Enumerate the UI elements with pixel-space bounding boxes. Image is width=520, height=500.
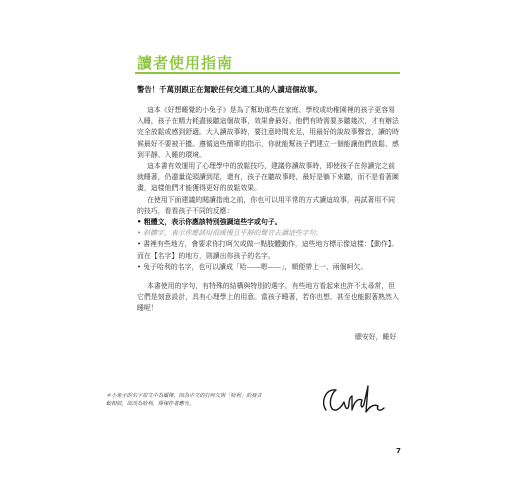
bullet-italic: • 斜體字，表示你應該用很緩慢且平靜的聲音去讀這些字句。 [137, 229, 323, 238]
paragraph-1: 這本《好想睡覺的小兔子》是為了幫助那些在家庭、學校或幼稚園裡的孩子更容易入睡，孩子在精力耗盡後聽這個故事，效果會最好。他們有時需要多聽幾次，才有辦法完全放鬆或感到舒適。大人讀故事時，要注意時間充足，用最好的說故事聲音，讀的時候最好不要被干擾。遵循這些簡單的指示，你就能幫孩子們建立一個能讓他們放鬆、感到平靜、入睡的環境。 [137, 106, 399, 159]
bullet-italic-text: 斜體字，表示你應該用很緩慢且平靜的聲音去讀這些字句。 [143, 229, 323, 238]
paragraph-2: 這本書有效運用了心理學中的放鬆技巧，建議你讀故事時，即使孩子在你讀完之前就睡著，仍盡量從頭讀到尾，還有，孩子在聽故事時，最好是躺下來聽，而不是看著圖畫，這樣他們才能獲得更好的放鬆效果。 [137, 162, 399, 193]
bullet-name-text: 兔子哈利的名字，也可以讀成「哈——嗯——」，順便帶上一、兩個呵欠。 [143, 262, 368, 271]
body-text [137, 105, 400, 315]
section-title: 讀者使用指南 [137, 54, 234, 72]
bullet-bold: • 粗體文，表示你應該特別強調這些字或句子。 [137, 218, 282, 227]
bullet-action-text: 書裡有些地方，會要求你打呵欠或做一點肢體動作，這些地方標示像這樣：【動作】。而在【名字】的地方，則讀出你孩子的名字。 [137, 240, 399, 260]
warning-text: 警告！千萬別跟正在駕駛任何交通工具的人讀這個故事。 [137, 85, 322, 94]
paragraph-3: 在使用下面建議的閱讀指南之前，你也可以用平常的方式讀這故事，再試著用不同的技巧，看看孩子不同的反應： [137, 195, 396, 215]
closing-paragraph: 本書使用的字句，有特殊的結構與特別的選字，有些地方看起來也許不太尋常，但它們是刻意設計，具有心理學上的用意。當孩子睡著，若你也想，甚至也能跟著熟然入睡呢！ [137, 282, 399, 313]
title-underline [135, 72, 400, 74]
page-number: 7 [396, 447, 401, 455]
sign-off: 願安好，睡好 [355, 333, 397, 341]
footnote: ＊小兔子的名字原文中為羅傑，因為中文的打呵欠與「哈利」的發音較相似，故改為哈利，得保作者應允。 [106, 393, 262, 407]
bullet-bold-text: 粗體文，表示你應該特別強調這些字或句子。 [143, 218, 282, 227]
author-signature [318, 380, 388, 420]
bullet-action: • 書裡有些地方，會要求你打呵欠或做一點肢體動作，這些地方標示像這樣：【動作】。而在【名字】的地方，則讀出你孩子的名字。 [137, 240, 399, 260]
bullet-name: • 兔子哈利的名字，也可以讀成「哈——嗯——」，順便帶上一、兩個呵欠。 [137, 262, 368, 271]
